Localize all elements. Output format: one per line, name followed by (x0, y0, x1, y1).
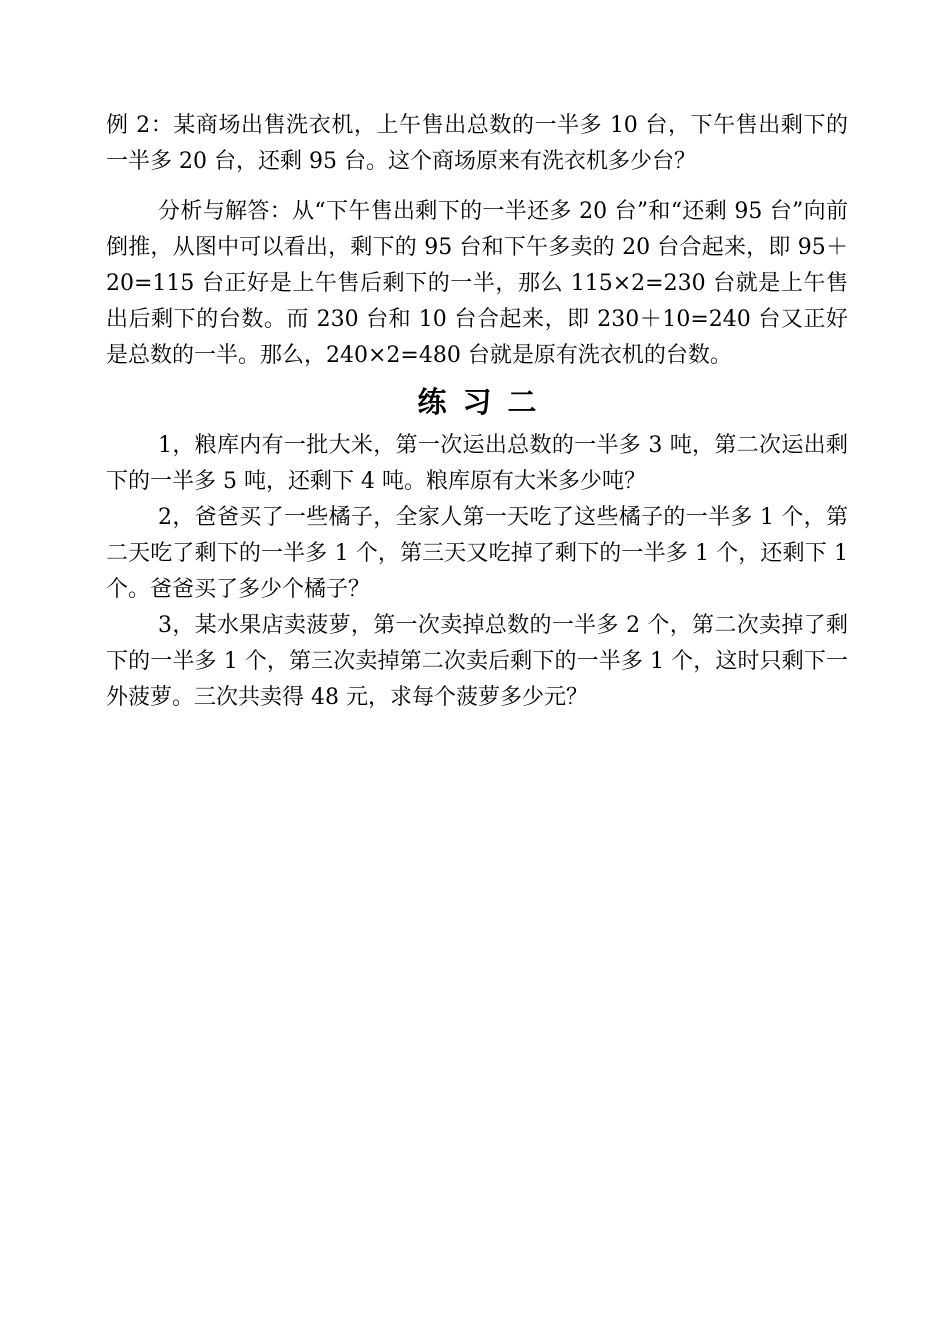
exercise-item-2: 2，爸爸买了一些橘子，全家人第一天吃了这些橘子的一半多 1 个，第二天吃了剩下的一半多 1 个，第三天又吃掉了剩下的一半多 1 个，还剩下 1 个。爸爸买了多少个橘子？ (106, 505, 848, 602)
paragraph-gap (106, 180, 848, 194)
example-problem: 例 2：某商场出售洗衣机，上午售出总数的一半多 10 台，下午售出剩下的一半多 20 台，还剩 95 台。这个商场原来有洗衣机多少台？ (106, 113, 848, 174)
exercise-item-1: 1，粮库内有一批大米，第一次运出总数的一半多 3 吨，第二次运出剩下的一半多 5 吨，还剩下 4 吨。粮库原有大米多少吨？ (106, 433, 848, 494)
exercise-item-3: 3，某水果店卖菠萝，第一次卖掉总数的一半多 2 个，第二次卖掉了剩下的一半多 1 个，第三次卖掉第二次卖后剩下的一半多 1 个，这时只剩下一外菠萝。三次共卖得 48 元，求每个菠萝多少元？ (106, 613, 848, 710)
exercise-title: 练习二 (417, 385, 553, 419)
example-analysis: 分析与解答：从“下午售出剩下的一半还多 20 台”和“还剩 95 台”向前倒推，从图中可以看出，剩下的 95 台和下午多卖的 20 台合起来，即 95＋20=115 台正好是上午售后剩下的一半，那么 115×2=230 台就是上午售出后剩下的台数。而 230 台和 10 台合起来，即 230＋10=240 台又正好是总数的一半。那么，240×2=480 台就是原有洗衣机的台数。 (106, 199, 848, 368)
document-page (106, 108, 848, 716)
